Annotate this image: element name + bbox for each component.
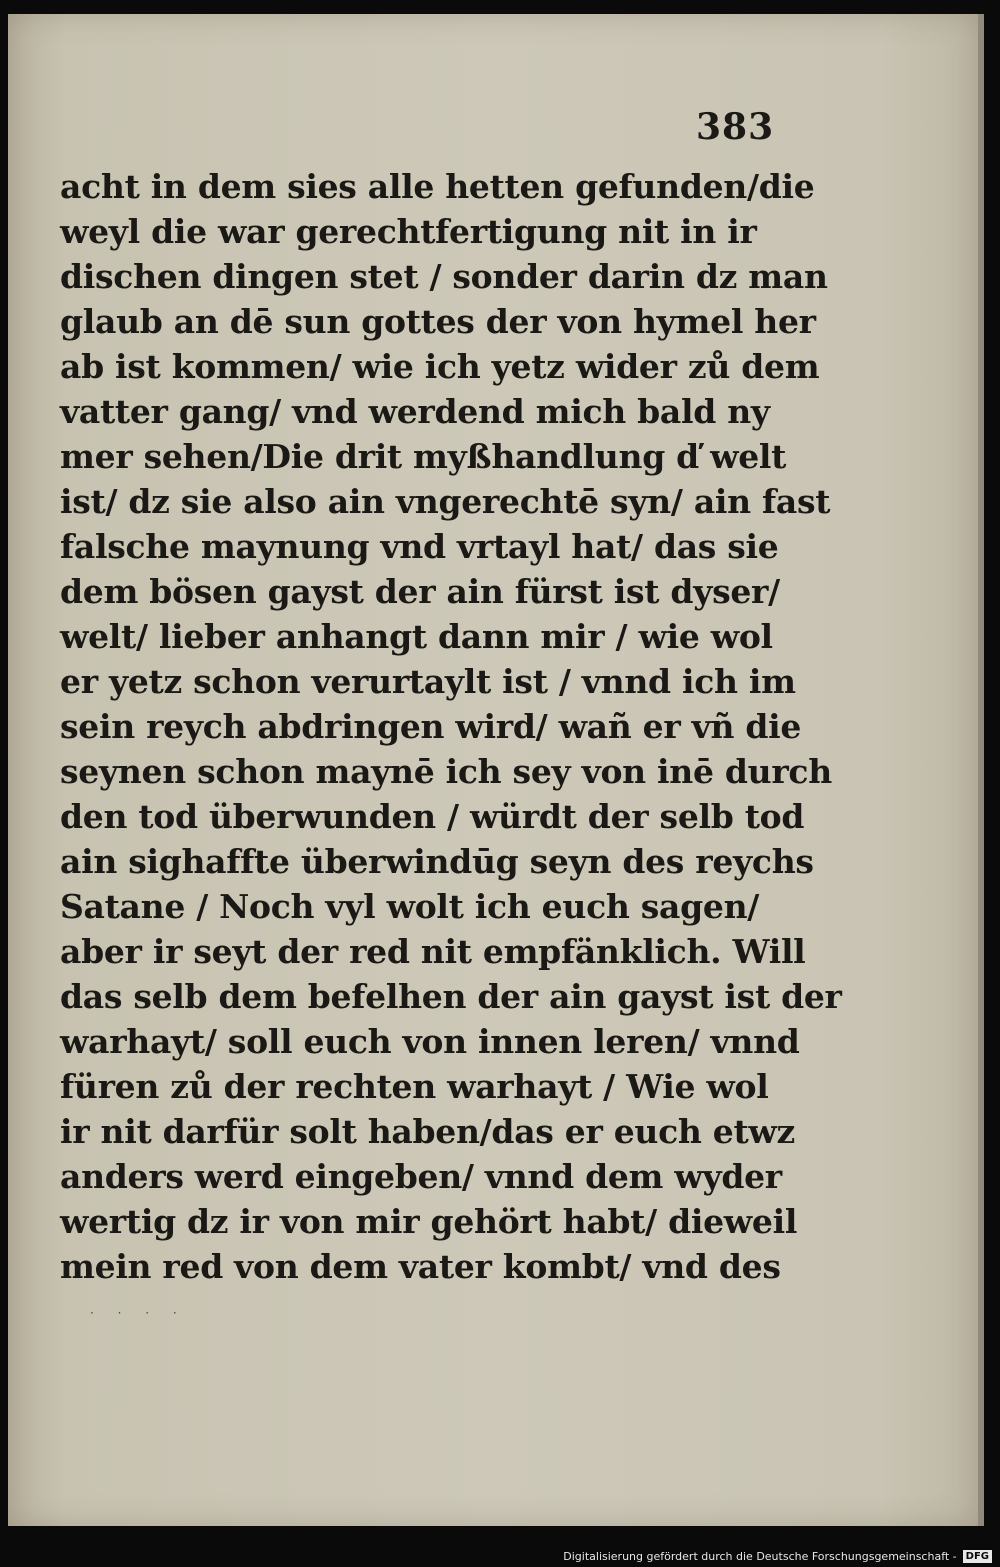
text-line: den tod überwunden / würdt der selb tod: [60, 797, 805, 836]
text-line: füren zů der rechten warhayt / Wie wol: [60, 1067, 769, 1106]
text-line: warhayt/ soll euch von innen leren/ vnnd: [60, 1022, 800, 1061]
digitization-footer: [563, 1550, 992, 1563]
page-text: [60, 164, 842, 1289]
text-line: mer sehen/Die drit myßhandlung ď welt: [60, 437, 787, 476]
text-line: falsche maynung vnd vrtayl hat/ das sie: [60, 527, 779, 566]
dfg-logo-icon: DFG: [963, 1550, 992, 1563]
page-number: 383: [696, 106, 775, 148]
text-line: ist/ dz sie also ain vngerechtē syn/ ain fast: [60, 482, 831, 521]
digitization-credit: Digitalisierung gefördert durch die Deutsche Forschungsgemeinschaft -: [563, 1550, 957, 1563]
text-line: ain sighaffte überwindūg seyn des reychs: [60, 842, 814, 881]
text-line: ab ist kommen/ wie ich yetz wider zů dem: [60, 347, 820, 386]
text-line: seynen schon maynē ich sey von inē durch: [60, 752, 832, 791]
text-line: sein reych abdringen wird/ wañ er vñ die: [60, 707, 802, 746]
text-line: dem bösen gayst der ain fürst ist dyser/: [60, 572, 780, 611]
text-line: er yetz schon verurtaylt ist / vnnd ich im: [60, 662, 796, 701]
text-line: weyl die war gerechtfertigung nit in ir: [60, 212, 757, 251]
ink-specks: · · · ·: [90, 1306, 187, 1320]
text-line: acht in dem sies alle hetten gefunden/die: [60, 167, 815, 206]
text-line: das selb dem befelhen der ain gayst ist der: [60, 977, 842, 1016]
text-line: mein red von dem vater kombt/ vnd des: [60, 1247, 781, 1286]
text-line: wertig dz ir von mir gehört habt/ dieweil: [60, 1202, 798, 1241]
text-line: glaub an dē sun gottes der von hymel her: [60, 302, 816, 341]
text-line: welt/ lieber anhangt dann mir / wie wol: [60, 617, 773, 656]
text-line: aber ir seyt der red nit empfänklich. Will: [60, 932, 806, 971]
text-line: Satane / Noch vyl wolt ich euch sagen/: [60, 887, 760, 926]
text-line: anders werd eingeben/ vnnd dem wyder: [60, 1157, 782, 1196]
text-line: ir nit darfür solt haben/das er euch etwz: [60, 1112, 795, 1151]
book-page: [8, 14, 984, 1526]
text-line: vatter gang/ vnd werdend mich bald ny: [60, 392, 770, 431]
text-line: dischen dingen stet / sonder darin dz man: [60, 257, 828, 296]
